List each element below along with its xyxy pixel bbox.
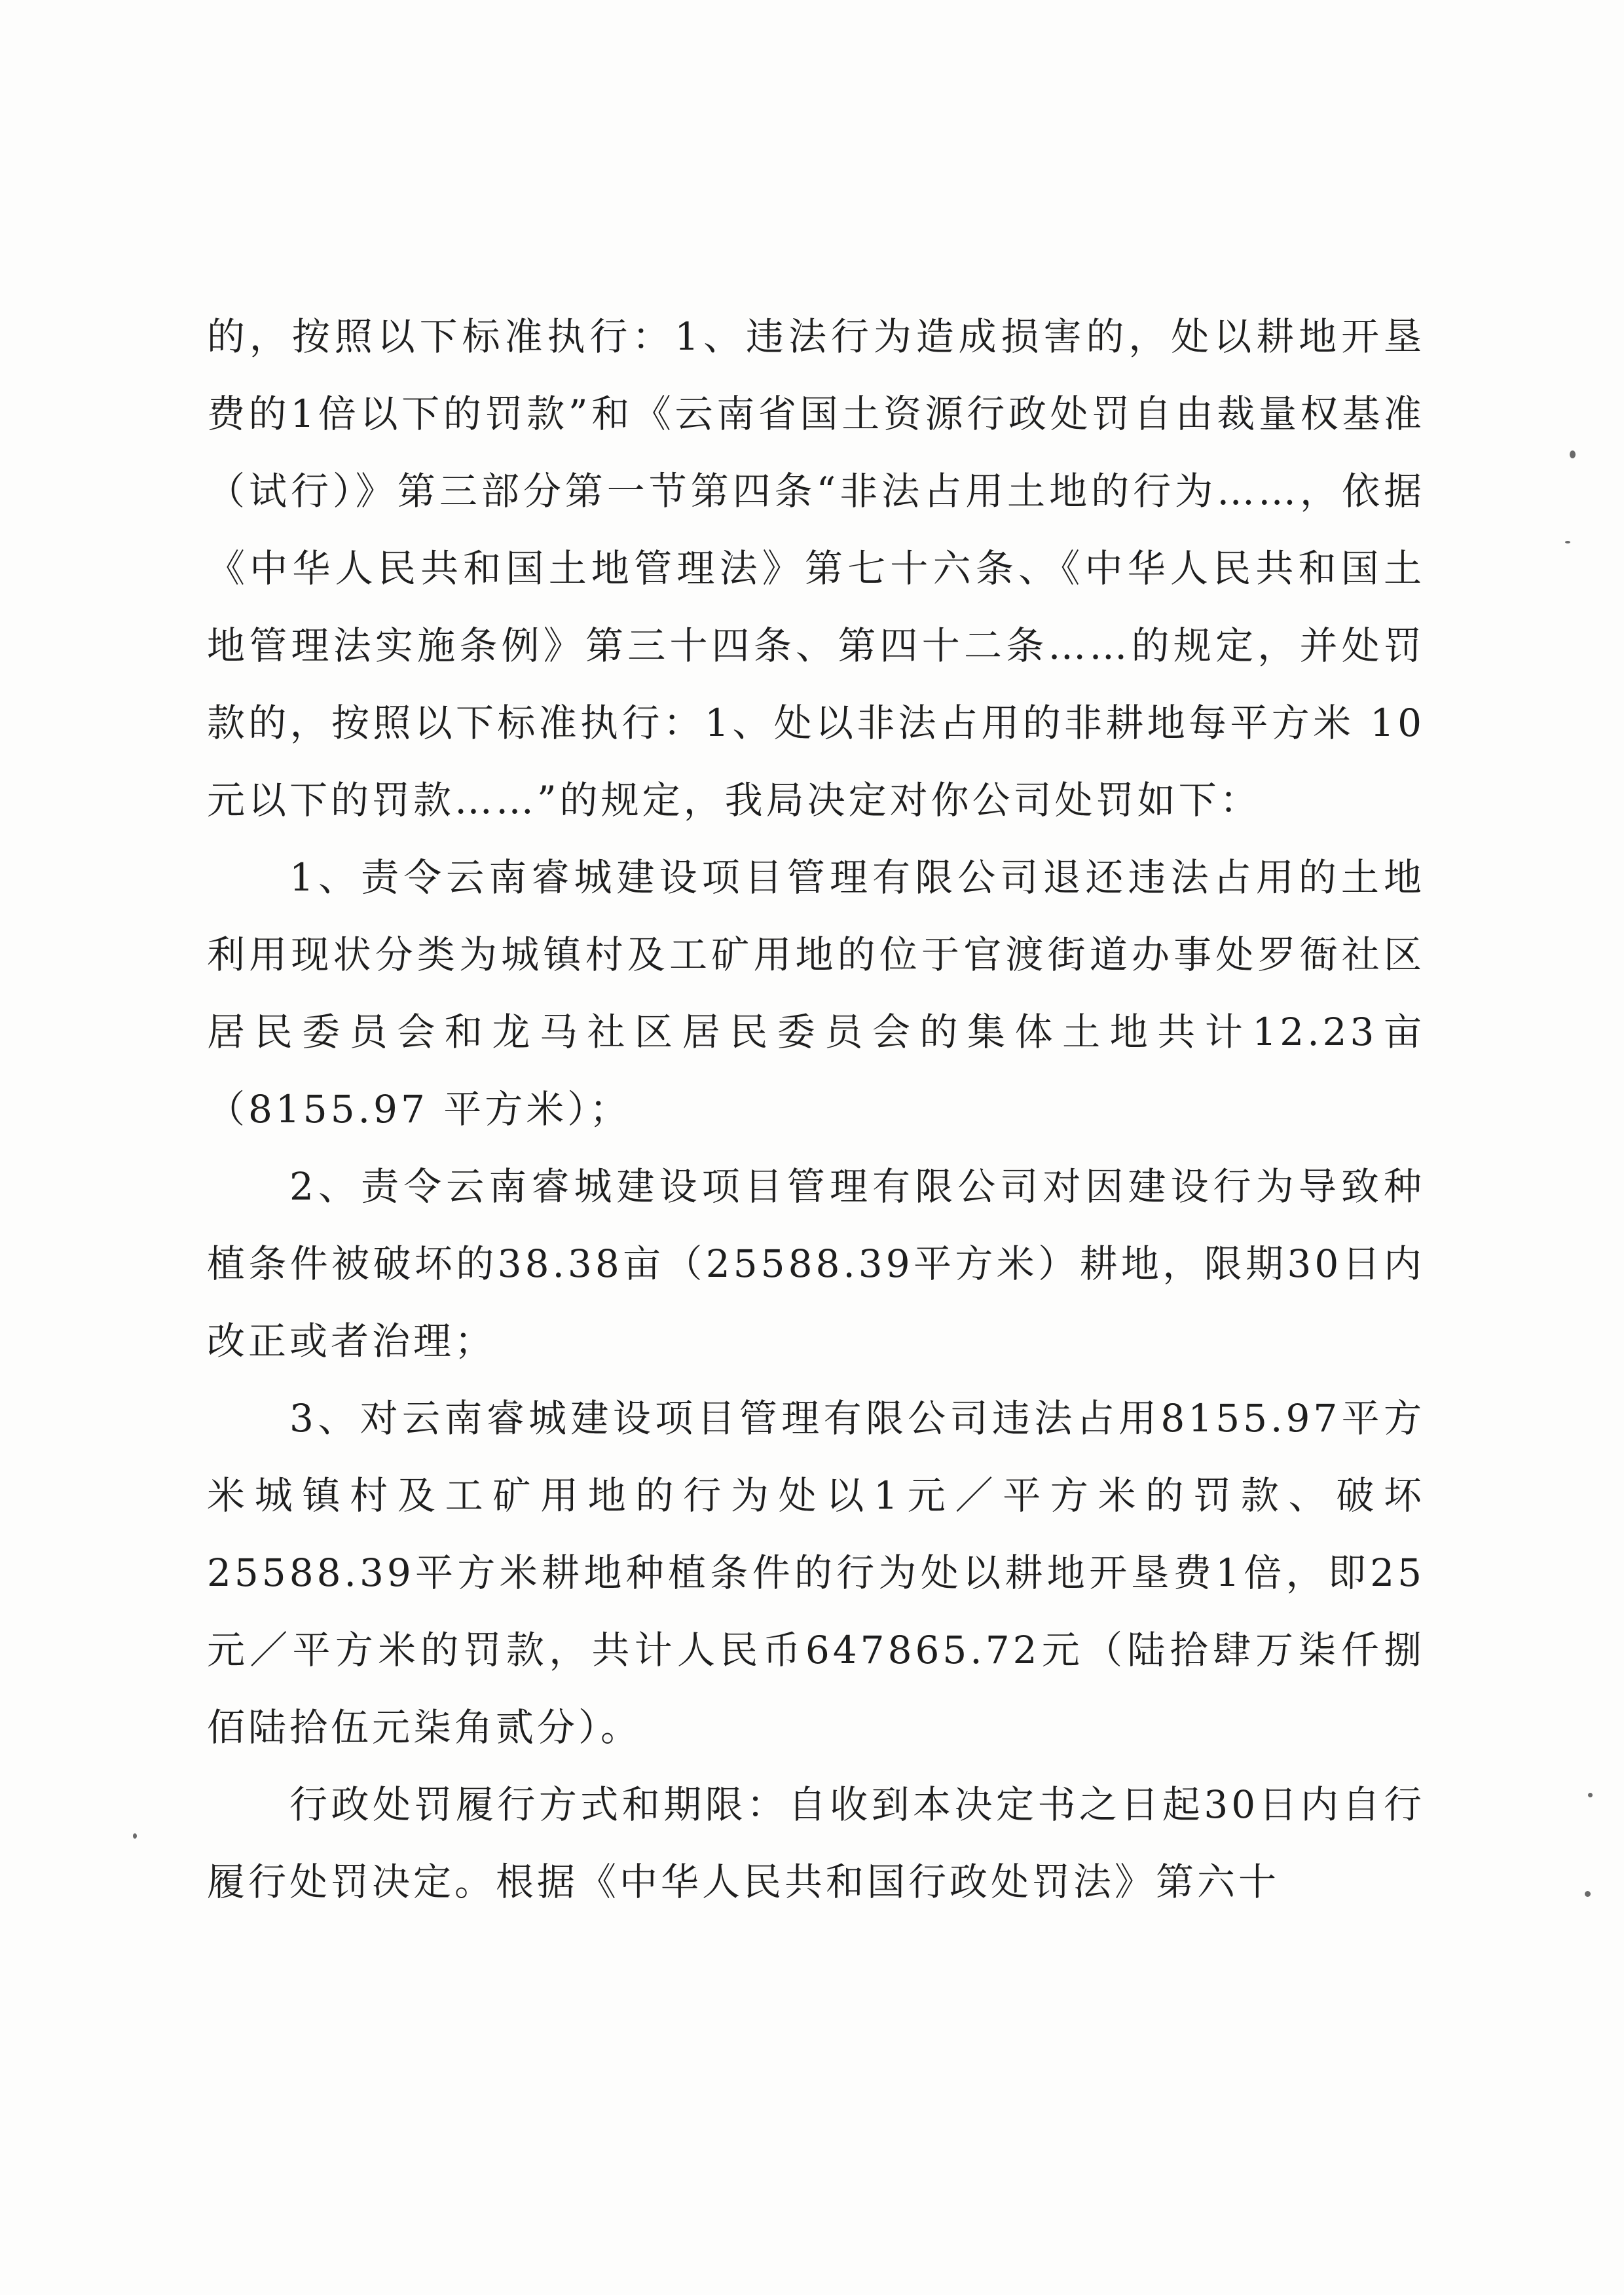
document-body xyxy=(207,298,1425,1920)
paragraph-enforcement-deadline: 行政处罚履行方式和期限：自收到本决定书之日起30日内自行履行处罚决定。根据《中华人民共和国行政处罚法》第六十 xyxy=(207,1782,1425,1904)
scan-speck xyxy=(133,1833,137,1839)
paragraph-order-restore-farmland: 2、责令云南睿城建设项目管理有限公司对因建设行为导致种植条件被破坏的38.38亩（25588.39平方米）耕地，限期30日内改正或者治理； xyxy=(207,1164,1425,1363)
scan-speck xyxy=(1570,450,1576,458)
paragraph-penalty-basis: 的，按照以下标准执行：1、违法行为造成损害的，处以耕地开垦费的1倍以下的罚款”和《云南省国土资源行政处罚自由裁量权基准（试行）》第三部分第一节第四条“非法占用土地的行为……，依据《中华人民共和国土地管理法》第七十六条、《中华人民共和国土地管理法实施条例》第三十四条、第四十二条……的规定，并处罚款的，按照以下标准执行：1、处以非法占用的非耕地每平方米 10 元以下的罚款……”的规定，我局决定对你公司处罚如下： xyxy=(207,314,1425,822)
scan-speck xyxy=(1585,1891,1591,1897)
scan-speck xyxy=(1588,1793,1593,1797)
paragraph-order-return-land: 1、责令云南睿城建设项目管理有限公司退还违法占用的土地利用现状分类为城镇村及工矿用地的位于官渡街道办事处罗衙社区居民委员会和龙马社区居民委员会的集体土地共计12.23亩（8155.97 平方米）； xyxy=(207,855,1425,1131)
scan-speck xyxy=(1565,541,1570,543)
paragraph-fine: 3、对云南睿城建设项目管理有限公司违法占用8155.97平方米城镇村及工矿用地的行为处以1元／平方米的罚款、破坏25588.39平方米耕地种植条件的行为处以耕地开垦费1倍，即25元／平方米的罚款，共计人民币647865.72元（陆拾肆万柒仟捌佰陆拾伍元柒角贰分）。 xyxy=(207,1396,1425,1750)
